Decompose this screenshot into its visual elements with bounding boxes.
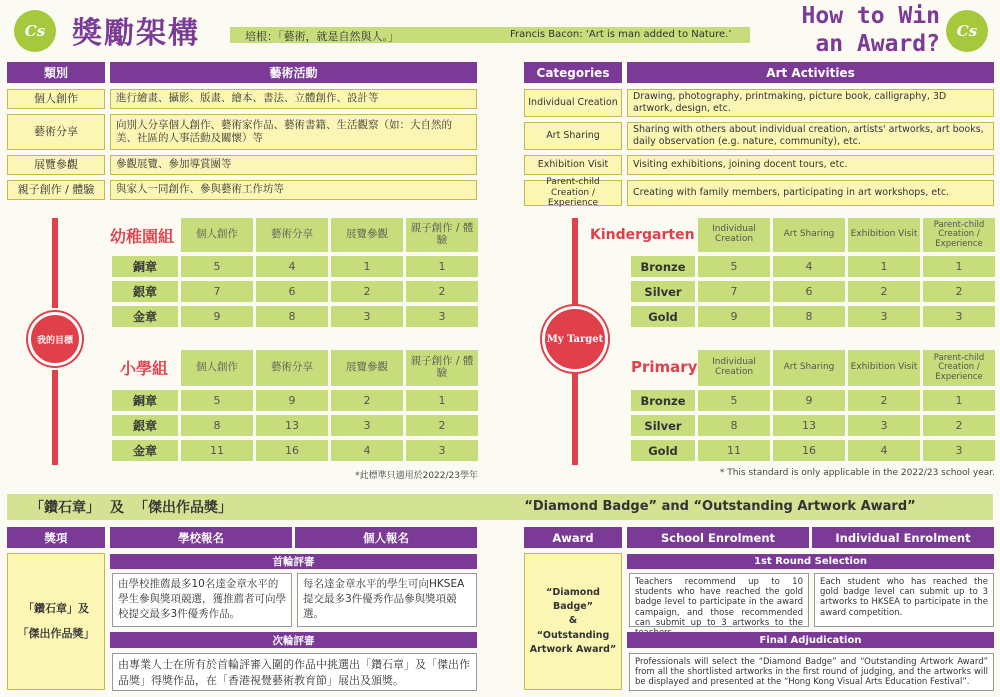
act-zh-4: 與家人一同創作、參與藝術工作坊等	[110, 180, 477, 200]
round1-en: 1st Round Selection	[627, 554, 994, 569]
diamond-title-zh-part1: 「鑽石章」	[30, 500, 100, 516]
kg-en-cell: 5	[698, 256, 770, 277]
pri-en-col-4: Parent-child Creation / Experience	[923, 350, 995, 386]
pri-label-zh: 小學組	[120, 358, 169, 378]
kg-en-col-4: Parent-child Creation / Experience	[923, 218, 995, 252]
school-text-en: Teachers recommend up to 10 students who have reached the gold badge level to participate in the award campaign, and those recommended can submit up to 3 artworks to the	[629, 573, 809, 627]
kg-zh-cell: 6	[256, 281, 328, 302]
diamond-title-zh-and: 及	[110, 500, 124, 516]
kg-zh-row-2: 銀章	[112, 281, 178, 302]
cat-zh-4: 親子創作 / 體驗	[7, 180, 105, 200]
kg-zh-row-1: 銅章	[112, 256, 178, 277]
final-text-en: Professionals will select the “Diamond Badge” and “Outstanding Artwork Award” from all the shortlisted artworks in the first round of judging, and the artworks will be displayed and presented at the “Hong Kong Visual Arts Education Festival”.	[629, 653, 994, 691]
pri-en-cell: 5	[698, 390, 770, 411]
kg-en-cell: 1	[848, 256, 920, 277]
kg-zh-col-2: 藝術分享	[256, 218, 328, 252]
pri-en-cell: 2	[923, 415, 995, 436]
kg-zh-cell: 7	[181, 281, 253, 302]
pri-en-cell: 3	[923, 440, 995, 461]
kg-en-cell: 8	[773, 306, 845, 327]
school-header-zh: 學校報名	[110, 527, 292, 548]
cat-zh-3: 展覽參觀	[7, 155, 105, 175]
pri-en-col-3: Exhibition Visit	[848, 350, 920, 386]
kg-zh-row-3: 金章	[112, 306, 178, 327]
logo-right-text: Cs	[956, 22, 978, 40]
act-zh-3: 參觀展覽、參加導賞團等	[110, 155, 477, 175]
award-header-en: Award	[524, 527, 622, 548]
individual-text-zh: 每名達金章水平的學生可向HKSEA提交最多3件優秀作品參與獎項競選。	[297, 573, 477, 627]
individual-text-en: Each student who has reached the gold badge level can submit up to 3 artworks to HKSEA to participate in the award competition.	[814, 573, 994, 627]
kg-zh-col-4: 親子創作 / 體驗	[406, 218, 478, 252]
quote-en: Francis Bacon: ‘Art is man added to Nature.’	[510, 29, 732, 40]
round1-zh: 首輪評審	[110, 554, 477, 569]
pri-zh-col-1: 個人創作	[181, 350, 253, 386]
kg-en-cell: 2	[848, 281, 920, 302]
pri-en-row-2: Silver	[631, 415, 695, 436]
cat-header-zh: 類別	[7, 62, 105, 83]
pri-en-cell: 3	[848, 415, 920, 436]
page-title-en	[760, 2, 940, 58]
school-text-zh: 由學校推薦最多10名達金章水平的學生參與獎項競選，獲推薦者可向學校提交最多3件優秀作品。	[112, 573, 292, 627]
pri-zh-cell: 2	[406, 415, 478, 436]
standard-note-zh: *此標準只適用於2022/23學年	[355, 471, 478, 481]
pri-zh-cell: 3	[406, 440, 478, 461]
logo-left-text: Cs	[24, 22, 46, 40]
title-en-line1: How to Win	[801, 3, 940, 29]
diamond-title-zh-part2: 「傑出作品獎」	[134, 500, 232, 516]
pri-zh-cell: 5	[181, 390, 253, 411]
pri-en-col-2: Art Sharing	[773, 350, 845, 386]
final-text-zh: 由專業人士在所有於首輪評審入圍的作品中挑選出「鑽石章」及「傑出作品獎」得獎作品，在「香港視覺藝術教育節」展出及頒獎。	[112, 653, 477, 691]
kg-zh-cell: 2	[406, 281, 478, 302]
logo-left	[14, 10, 56, 52]
kg-zh-cell: 1	[406, 256, 478, 277]
act-zh-2: 向別人分享個人創作、藝術家作品、藝術書籍、生活觀察（如：大自然的美、社區的人事活動及關懷）等	[110, 114, 477, 150]
kg-zh-cell: 3	[406, 306, 478, 327]
pri-zh-row-1: 銅章	[112, 390, 178, 411]
cat-en-4: Parent-child Creation / Experience	[524, 180, 622, 206]
page-title-zh: 獎勵架構	[72, 16, 200, 51]
kg-en-cell: 7	[698, 281, 770, 302]
kg-en-col-1: Individual Creation	[698, 218, 770, 252]
diamond-title-en: “Diamond Badge” and “Outstanding Artwork Award”	[524, 499, 916, 514]
diamond-title-zh	[30, 497, 232, 517]
pri-zh-col-3: 展覽參觀	[331, 350, 403, 386]
award-en-line3: “Outstanding	[536, 629, 610, 641]
school-header-en: School Enrolment	[627, 527, 809, 548]
pri-en-cell: 11	[698, 440, 770, 461]
pri-en-cell: 1	[923, 390, 995, 411]
cat-en-3: Exhibition Visit	[524, 155, 622, 175]
kg-en-col-2: Art Sharing	[773, 218, 845, 252]
pri-en-cell: 13	[773, 415, 845, 436]
pri-zh-cell: 1	[406, 390, 478, 411]
act-en-4: Creating with family members, participating in art workshops, etc.	[627, 180, 994, 206]
act-header-zh: 藝術活動	[110, 62, 477, 83]
kg-en-row-2: Silver	[631, 281, 695, 302]
quote-zh: 培根：「藝術，就是自然與人。」	[245, 30, 399, 43]
pri-zh-cell: 16	[256, 440, 328, 461]
kg-zh-cell: 5	[181, 256, 253, 277]
pri-label-en: Primary	[631, 358, 698, 376]
kg-zh-cell: 2	[331, 281, 403, 302]
pri-zh-cell: 2	[331, 390, 403, 411]
kg-zh-cell: 9	[181, 306, 253, 327]
cat-header-en: Categories	[524, 62, 622, 83]
pri-zh-cell: 9	[256, 390, 328, 411]
kg-label-zh: 幼稚園組	[110, 226, 175, 246]
red-bar-top-en	[572, 218, 578, 308]
individual-header-zh: 個人報名	[295, 527, 477, 548]
red-bar-bottom-en	[572, 370, 578, 465]
kg-zh-cell: 8	[256, 306, 328, 327]
pri-zh-col-2: 藝術分享	[256, 350, 328, 386]
kg-en-cell: 6	[773, 281, 845, 302]
individual-header-en: Individual Enrolment	[812, 527, 994, 548]
kg-label-en: Kindergarten	[590, 227, 695, 243]
kg-en-col-3: Exhibition Visit	[848, 218, 920, 252]
kg-zh-col-3: 展覽參觀	[331, 218, 403, 252]
kg-zh-col-1: 個人創作	[181, 218, 253, 252]
pri-en-cell: 16	[773, 440, 845, 461]
act-header-en: Art Activities	[627, 62, 994, 83]
kg-zh-cell: 1	[331, 256, 403, 277]
act-zh-1: 進行繪畫、攝影、版畫、繪本、書法、立體創作、設計等	[110, 89, 477, 109]
pri-zh-row-3: 金章	[112, 440, 178, 461]
kg-en-cell: 3	[848, 306, 920, 327]
act-en-3: Visiting exhibitions, joining docent tours, etc.	[627, 155, 994, 175]
logo-right	[946, 10, 988, 52]
pri-en-cell: 2	[848, 390, 920, 411]
act-en-2: Sharing with others about individual creation, artists' artworks, art books, daily observation (e.g. nature, community), etc.	[627, 122, 994, 150]
award-name-en	[524, 553, 622, 690]
red-bar-bottom-zh	[52, 370, 58, 465]
kg-en-cell: 4	[773, 256, 845, 277]
pri-en-row-3: Gold	[631, 440, 695, 461]
award-zh-line1: 「鑽石章」及	[23, 602, 89, 616]
cat-zh-1: 個人創作	[7, 89, 105, 109]
target-badge-zh: 我的目標	[28, 312, 82, 366]
pri-zh-col-4: 親子創作 / 體驗	[406, 350, 478, 386]
award-en-line1: “Diamond Badge”	[546, 586, 600, 613]
award-name-zh	[7, 553, 105, 690]
award-zh-line2: 「傑出作品獎」	[17, 626, 95, 640]
cat-zh-2: 藝術分享	[7, 114, 105, 150]
kg-en-cell: 2	[923, 281, 995, 302]
target-badge-en: My Target	[542, 306, 608, 372]
standard-note-en: * This standard is only applicable in the 2022/23 school year.	[719, 468, 995, 478]
award-en-line2: &	[568, 615, 578, 627]
pri-en-cell: 4	[848, 440, 920, 461]
pri-zh-row-2: 銀章	[112, 415, 178, 436]
pri-zh-cell: 4	[331, 440, 403, 461]
red-bar-top-zh	[52, 218, 58, 308]
pri-en-cell: 8	[698, 415, 770, 436]
pri-zh-cell: 3	[331, 415, 403, 436]
kg-en-cell: 1	[923, 256, 995, 277]
kg-zh-cell: 3	[331, 306, 403, 327]
pri-zh-cell: 11	[181, 440, 253, 461]
award-header-zh: 獎項	[7, 527, 105, 548]
kg-en-row-3: Gold	[631, 306, 695, 327]
kg-en-cell: 3	[923, 306, 995, 327]
pri-en-col-1: Individual Creation	[698, 350, 770, 386]
cat-en-1: Individual Creation	[524, 89, 622, 117]
kg-en-cell: 9	[698, 306, 770, 327]
pri-en-cell: 9	[773, 390, 845, 411]
pri-zh-cell: 13	[256, 415, 328, 436]
pri-zh-cell: 8	[181, 415, 253, 436]
final-en: Final Adjudication	[627, 632, 994, 648]
title-en-line2: an Award?	[815, 31, 940, 57]
award-en-line4: Artwork Award”	[529, 643, 617, 655]
pri-en-row-1: Bronze	[631, 390, 695, 411]
kg-en-row-1: Bronze	[631, 256, 695, 277]
final-zh: 次輪評審	[110, 632, 477, 648]
kg-zh-cell: 4	[256, 256, 328, 277]
act-en-1: Drawing, photography, printmaking, picture book, calligraphy, 3D artwork, design, etc.	[627, 89, 994, 117]
cat-en-2: Art Sharing	[524, 122, 622, 150]
